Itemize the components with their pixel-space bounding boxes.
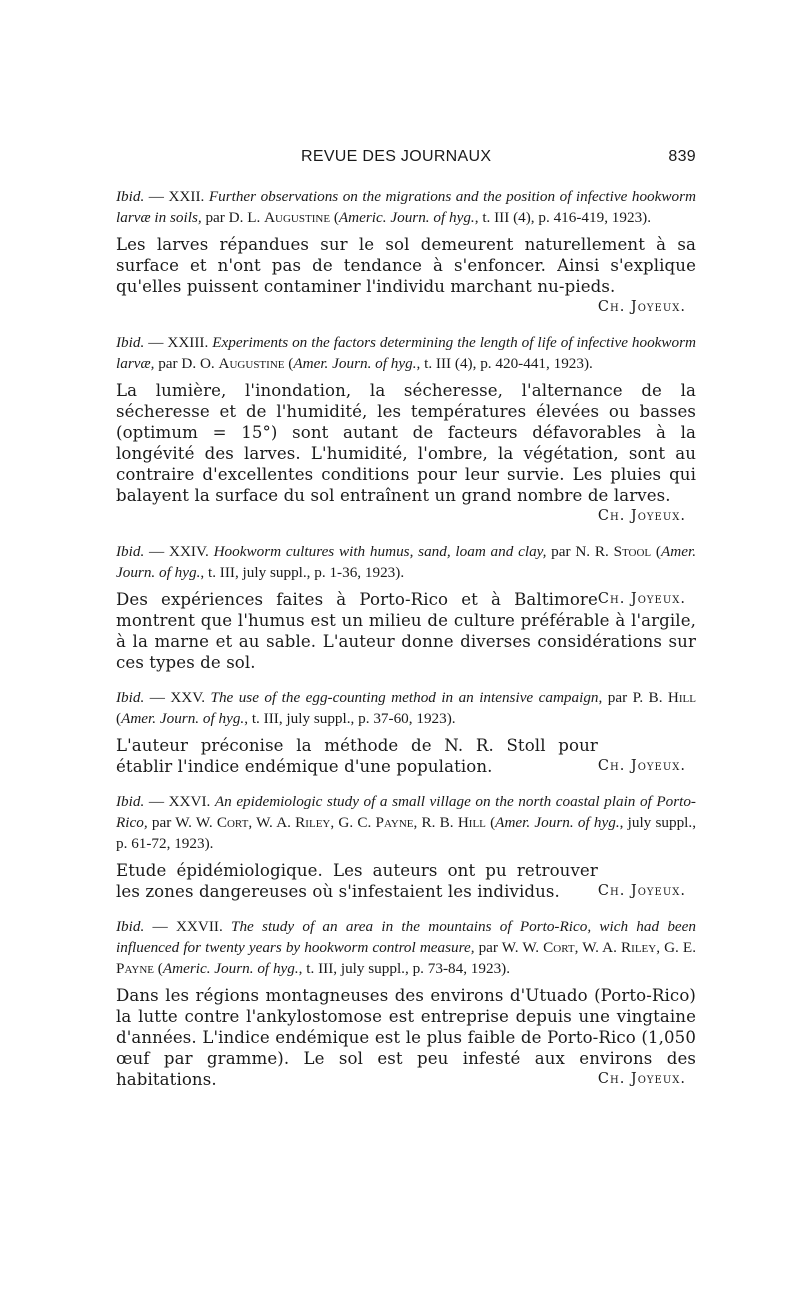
- ibid-label: Ibid.: [116, 918, 145, 935]
- journal-open: (: [284, 355, 294, 372]
- entry-number: — XXV.: [144, 689, 211, 706]
- article-title: Experiments on the factors determining the length of life of infective hookworm larvæ,: [116, 334, 697, 372]
- ibid-label: Ibid.: [116, 689, 145, 706]
- reviewer-signature: Ch. Joyeux.: [597, 591, 686, 607]
- entry-number: — XXIII.: [144, 334, 213, 351]
- journal-open: (: [154, 960, 163, 977]
- journal-open: (: [116, 710, 122, 727]
- summary-text: [116, 589, 696, 673]
- review-entry: [116, 332, 696, 527]
- by-label: par P. B.: [602, 689, 668, 706]
- reference-details: , t. III, july suppl., p. 73-84, 1923).: [298, 960, 511, 977]
- journal-page: [116, 148, 696, 1090]
- journal-name: Amer. Journ. of hyg.: [116, 543, 696, 581]
- entry-number: — XXVII.: [144, 918, 232, 935]
- summary-text: [116, 860, 696, 902]
- ibid-label: Ibid.: [116, 334, 145, 351]
- summary-text: La lumière, l'inondation, la sécheresse, l'alternance de la sécheresse et de l'humidité, les températures élevées ou basses (optimum = 15°) sont autant de facteurs défavorables à la longévité des larves. L'humidité, l'ombre, la végétation, sont au contraire d'excellentes conditions pour leur survie. Les pluies qui balayent la surface du sol entraînent un grand nombre de larves.: [116, 381, 696, 505]
- reference-details: , t. III (4), p. 416-419, 1923).: [474, 209, 652, 226]
- entry-number: — XXVI.: [144, 793, 215, 810]
- summary-text: [116, 735, 696, 777]
- running-title: REVUE DES JOURNAUX: [301, 148, 492, 165]
- by-label: par D. L.: [201, 209, 265, 226]
- by-label: par W. W.: [474, 939, 544, 956]
- article-title: The study of an area in the mountains of Porto-Rico, wich had been influenced for twenty years by hookworm control measure,: [116, 918, 696, 956]
- article-title: Further observations on the migrations and the position of infective hookworm larvæ in soils,: [116, 188, 696, 226]
- article-title: An epidemiologic study of a small village on the north coastal plain of Porto-Rico,: [116, 793, 696, 831]
- by-label: par W. W.: [147, 814, 217, 831]
- reviewer-signature: Ch. Joyeux.: [597, 758, 686, 774]
- citation: [116, 186, 696, 228]
- review-entry: [116, 541, 696, 673]
- journal-name: Amer. Journ. of hyg.: [293, 355, 417, 372]
- review-entry: [116, 186, 696, 318]
- reference-details: , t. III, july suppl., p. 1-36, 1923).: [200, 564, 405, 581]
- journal-open: (: [651, 543, 661, 560]
- reviewer-signature: Ch. Joyeux.: [597, 508, 686, 524]
- journal-name: Amer. Journ. of hyg.: [495, 814, 620, 831]
- review-entry: [116, 916, 696, 1090]
- reference-details: , july suppl., p. 61-72, 1923).: [116, 814, 696, 852]
- journal-name: Amer. Journ. of hyg.: [121, 710, 245, 727]
- author-names: Augustine: [218, 355, 285, 372]
- article-title: Hookworm cultures with humus, sand, loam and clay,: [213, 543, 547, 560]
- citation: [116, 791, 696, 854]
- running-head: [116, 148, 696, 172]
- ibid-label: Ibid.: [116, 543, 145, 560]
- by-label: par N. R.: [546, 543, 614, 560]
- article-title: The use of the egg-counting method in an intensive campaign,: [210, 689, 603, 706]
- reviewer-signature: Ch. Joyeux.: [597, 1071, 686, 1087]
- entry-number: — XXIV.: [144, 543, 214, 560]
- citation: [116, 332, 696, 374]
- reviewer-signature: Ch. Joyeux.: [597, 299, 686, 315]
- review-entry: [116, 687, 696, 777]
- page-number: 839: [668, 148, 696, 165]
- journal-open: (: [485, 814, 496, 831]
- summary-body: L'auteur préconise la méthode de N. R. Stoll pour établir l'indice endémique d'une population.: [116, 736, 598, 776]
- ibid-label: Ibid.: [116, 188, 145, 205]
- summary-text: Dans les régions montagneuses des environs d'Utuado (Porto-Rico) la lutte contre l'ankylostomose est entreprise depuis une vingtaine d'années. L'indice endémique est le plus faible de Porto-Rico (1,050 œuf par gramme). Le sol est peu infesté aux environs des habitations.: [116, 986, 696, 1089]
- citation: [116, 916, 696, 979]
- by-label: par D. O.: [154, 355, 219, 372]
- ibid-label: Ibid.: [116, 793, 145, 810]
- citation: [116, 687, 696, 729]
- summary-body: Etude épidémiologique. Les auteurs ont pu retrouver les zones dangereuses où s'infestaient les individus.: [116, 861, 598, 901]
- journal-name: Americ. Journ. of hyg.: [162, 960, 299, 977]
- summary-body: Des expériences faites à Porto-Rico et à Baltimore montrent que l'humus est un milieu de culture préférable à l'argile, à la marne et au sable. L'auteur donne diverses considérations sur ces types de sol.: [116, 590, 696, 672]
- author-names: Stool: [613, 543, 652, 560]
- author-names: Augustine: [264, 209, 331, 226]
- author-names: Hill: [667, 689, 696, 706]
- reviewer-signature: Ch. Joyeux.: [597, 883, 686, 899]
- citation: [116, 541, 696, 583]
- journal-open: (: [330, 209, 339, 226]
- review-entry: [116, 791, 696, 902]
- reference-details: , t. III (4), p. 420-441, 1923).: [416, 355, 593, 372]
- entry-number: — XXII.: [144, 188, 209, 205]
- journal-name: Americ. Journ. of hyg.: [338, 209, 475, 226]
- reference-details: , t. III, july suppl., p. 37-60, 1923).: [244, 710, 456, 727]
- author-names: Cort, W. A. Riley, G. C. Payne, R. B. Hill: [216, 814, 486, 831]
- author-names: Cort, W. A. Riley, G. E. Payne: [116, 939, 696, 977]
- summary-text: Les larves répandues sur le sol demeurent naturellement à sa surface et n'ont pas de tendance à s'enfoncer. Ainsi s'explique qu'elles puissent contaminer l'individu marchant nu-pieds.: [116, 235, 696, 296]
